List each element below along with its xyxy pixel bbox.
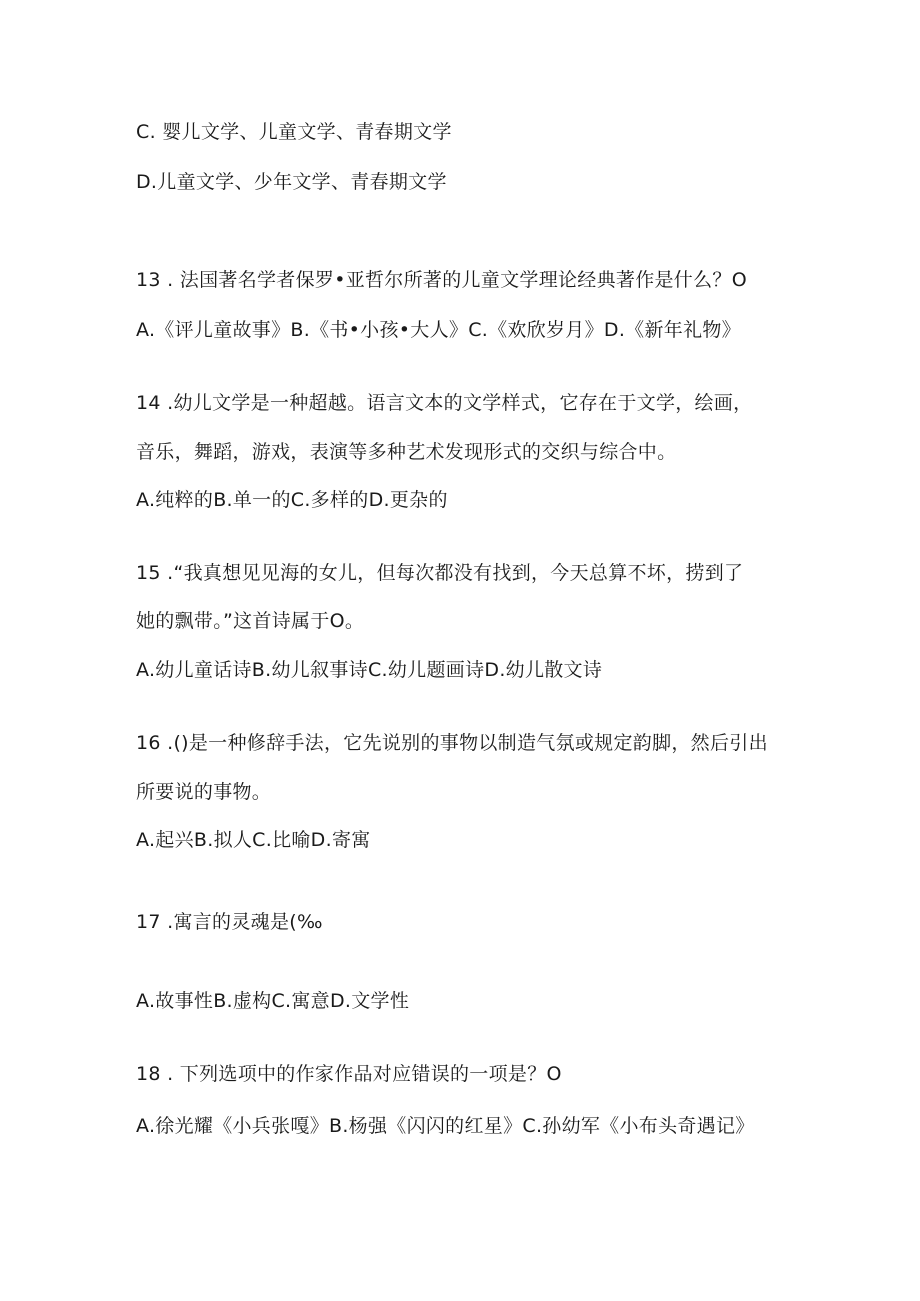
question-15-stem-line-1: 15 .“我真想见见海的女儿，但每次都没有找到，今天总算不坏，捞到了 <box>136 562 744 584</box>
question-18-options: A.徐光耀《小兵张嘎》B.杨强《闪闪的红星》C.孙幼军《小布头奇遇记》 <box>136 1115 755 1137</box>
question-16-stem-line-2: 所要说的事物。 <box>136 781 272 803</box>
question-14-stem-line-2: 音乐，舞蹈，游戏，表演等多种艺术发现形式的交织与综合中。 <box>136 441 677 463</box>
question-14-stem-line-1: 14 .幼儿文学是一种超越。语言文本的文学样式，它存在于文学，绘画， <box>136 392 753 414</box>
question-16-stem-line-1: 16 .()是一种修辞手法，它先说别的事物以制造气氛或规定韵脚，然后引出 <box>136 732 768 754</box>
question-13-stem: 13 . 法国著名学者保罗•亚哲尔所著的儿童文学理论经典著作是什么？O <box>136 269 747 291</box>
question-17-stem: 17 .寓言的灵魂是(‰ <box>136 911 323 933</box>
question-13-options: A.《评儿童故事》B.《书•小孩•大人》C.《欢欣岁月》D.《新年礼物》 <box>136 319 741 341</box>
question-15-stem-line-2: 她的飘带。”这首诗属于O。 <box>136 610 365 632</box>
question-16-options: A.起兴B.拟人C.比喻D.寄寓 <box>136 829 371 851</box>
question-17-options: A.故事性B.虚构C.寓意D.文学性 <box>136 990 410 1012</box>
option-c-text: C. 婴儿文学、儿童文学、青春期文学 <box>136 121 452 143</box>
option-d-text: D.儿童文学、少年文学、青春期文学 <box>136 171 447 193</box>
question-14-options: A.纯粹的B.单一的C.多样的D.更杂的 <box>136 489 448 511</box>
question-15-options: A.幼儿童话诗B.幼儿叙事诗C.幼儿题画诗D.幼儿散文诗 <box>136 659 603 681</box>
question-18-stem: 18 . 下列选项中的作家作品对应错误的一项是？O <box>136 1063 562 1085</box>
